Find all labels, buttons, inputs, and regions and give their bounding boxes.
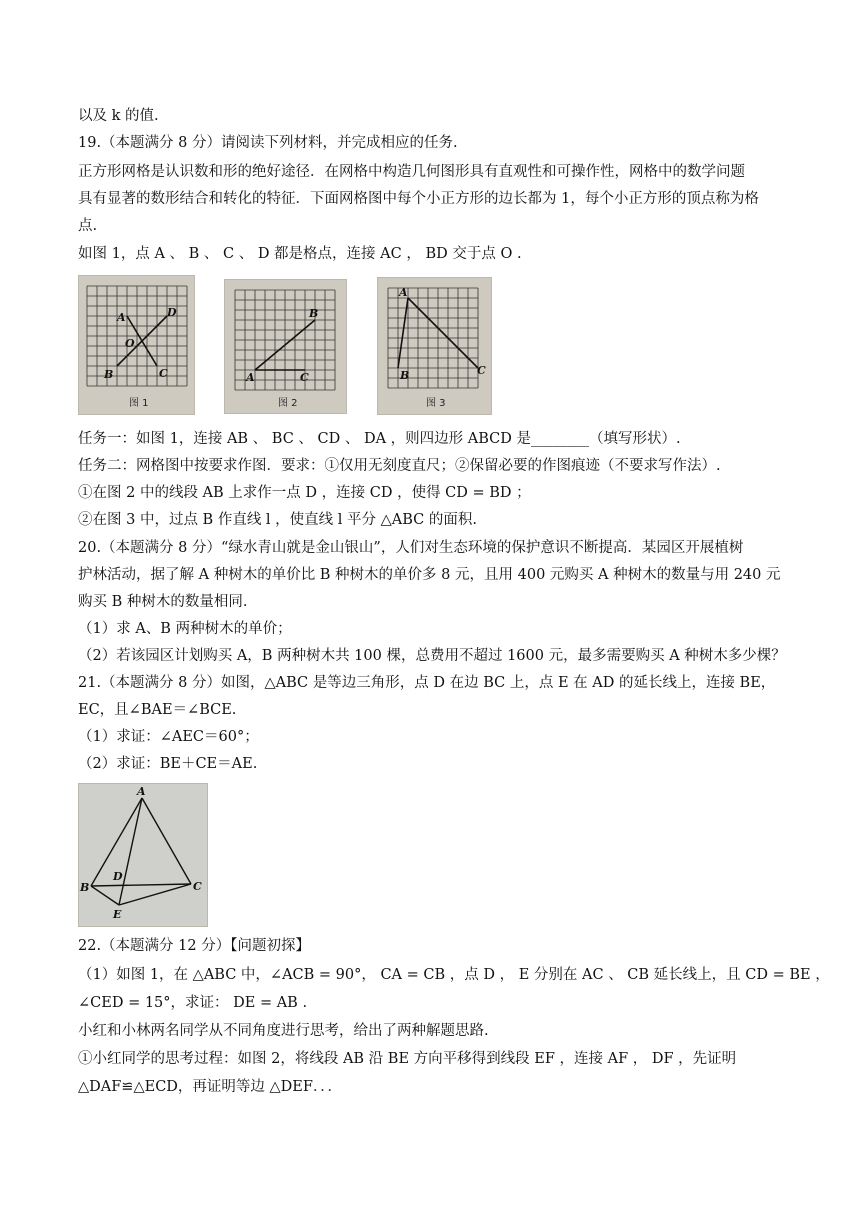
label-A: A	[117, 311, 126, 324]
question-21-heading: 21.（本题满分 8 分）如图，△ABC 是等边三角形，点 D 在边 BC 上，点 E 在 AD 的延长线上，连接 BE，	[78, 675, 776, 691]
label-B: B	[80, 881, 90, 894]
question-20-heading: 20.（本题满分 8 分）“绿水青山就是金山银山”，人们对生态环境的保护意识不断提高．某园区开展植树	[78, 540, 744, 556]
text-line: ②在图 3 中，过点 B 作直线 l ，使直线 l 平分 △ABC 的面积.	[78, 512, 477, 528]
question-22-heading: 22.（本题满分 12 分）【问题初探】	[78, 938, 310, 954]
task-1-line: 任务一：如图 1，连接 AB 、 BC 、 CD 、 DA ，则四边形 ABCD 是________（填写形状）.	[78, 431, 681, 447]
figure-caption: 图 3	[426, 398, 446, 409]
label-C: C	[477, 364, 486, 377]
label-D: D	[167, 306, 177, 319]
figure-caption: 图 2	[278, 398, 298, 409]
text-line: 具有显著的数形结合和转化的特征．下面网格图中每个小正方形的边长都为 1，每个小正方形的顶点称为格	[78, 191, 759, 207]
task-2-line: 任务二：网格图中按要求作图．要求：①仅用无刻度直尺；②保留必要的作图痕迹（不要求写作法）.	[78, 458, 721, 474]
grid-figure-2	[224, 279, 347, 414]
grid-figure-1	[78, 275, 195, 415]
question-19-heading: 19.（本题满分 8 分）请阅读下列材料，并完成相应的任务.	[78, 135, 458, 151]
label-B: B	[104, 368, 114, 381]
text-line: 以及 k 的值.	[78, 108, 159, 124]
triangle-figure	[78, 783, 208, 927]
label-B: B	[400, 369, 410, 382]
label-E: E	[113, 908, 122, 921]
text-line: 小红和小林两名同学从不同角度进行思考，给出了两种解题思路.	[78, 1023, 489, 1039]
text-line: （1）求 A、B 两种树木的单价；	[78, 621, 292, 637]
label-D: D	[113, 870, 123, 883]
text-line: （1）如图 1，在 △ABC 中，∠ACB = 90°， CA = CB ，点 D ， E 分别在 AC 、 CB 延长线上，且 CD = BE ，	[78, 967, 830, 983]
text-line: 如图 1，点 A 、 B 、 C 、 D 都是格点，连接 AC ， BD 交于点 O .	[78, 246, 522, 262]
text-line: ∠CED = 15°，求证： DE = AB .	[78, 995, 308, 1011]
label-A: A	[137, 785, 146, 798]
label-C: C	[193, 880, 202, 893]
text-line: 正方形网格是认识数和形的绝好途径．在网格中构造几何图形具有直观性和可操作性，网格中的数学问题	[78, 164, 745, 180]
text-line: （2）若该园区计划购买 A，B 两种树木共 100 棵，总费用不超过 1600 元，最多需要购买 A 种树木多少棵？	[78, 648, 786, 664]
label-C: C	[159, 367, 168, 380]
text-line: 护林活动，据了解 A 种树木的单价比 B 种树木的单价多 8 元，且用 400 元购买 A 种树木的数量与用 240 元	[78, 567, 781, 583]
text-line: 点.	[78, 218, 98, 234]
text-line: （1）求证：∠AEC＝60°；	[78, 729, 259, 745]
grid-figure-3	[377, 277, 492, 415]
label-C: C	[300, 371, 309, 384]
label-O: O	[125, 337, 135, 350]
label-A: A	[246, 371, 255, 384]
text-line: EC，且∠BAE＝∠BCE.	[78, 702, 237, 718]
text-line: （2）求证：BE＋CE＝AE.	[78, 756, 258, 772]
text-line: △DAF≌△ECD，再证明等边 △DEF．．．	[78, 1079, 342, 1095]
label-B: B	[309, 307, 319, 320]
text-line: 购买 B 种树木的数量相同.	[78, 594, 248, 610]
figure-caption: 图 1	[129, 398, 149, 409]
label-A: A	[399, 286, 408, 299]
text-line: ①在图 2 中的线段 AB 上求作一点 D ，连接 CD ，使得 CD = BD ；	[78, 485, 531, 501]
text-line: ①小红同学的思考过程：如图 2，将线段 AB 沿 BE 方向平移得到线段 EF ，连接 AF ， DF ，先证明	[78, 1051, 737, 1067]
